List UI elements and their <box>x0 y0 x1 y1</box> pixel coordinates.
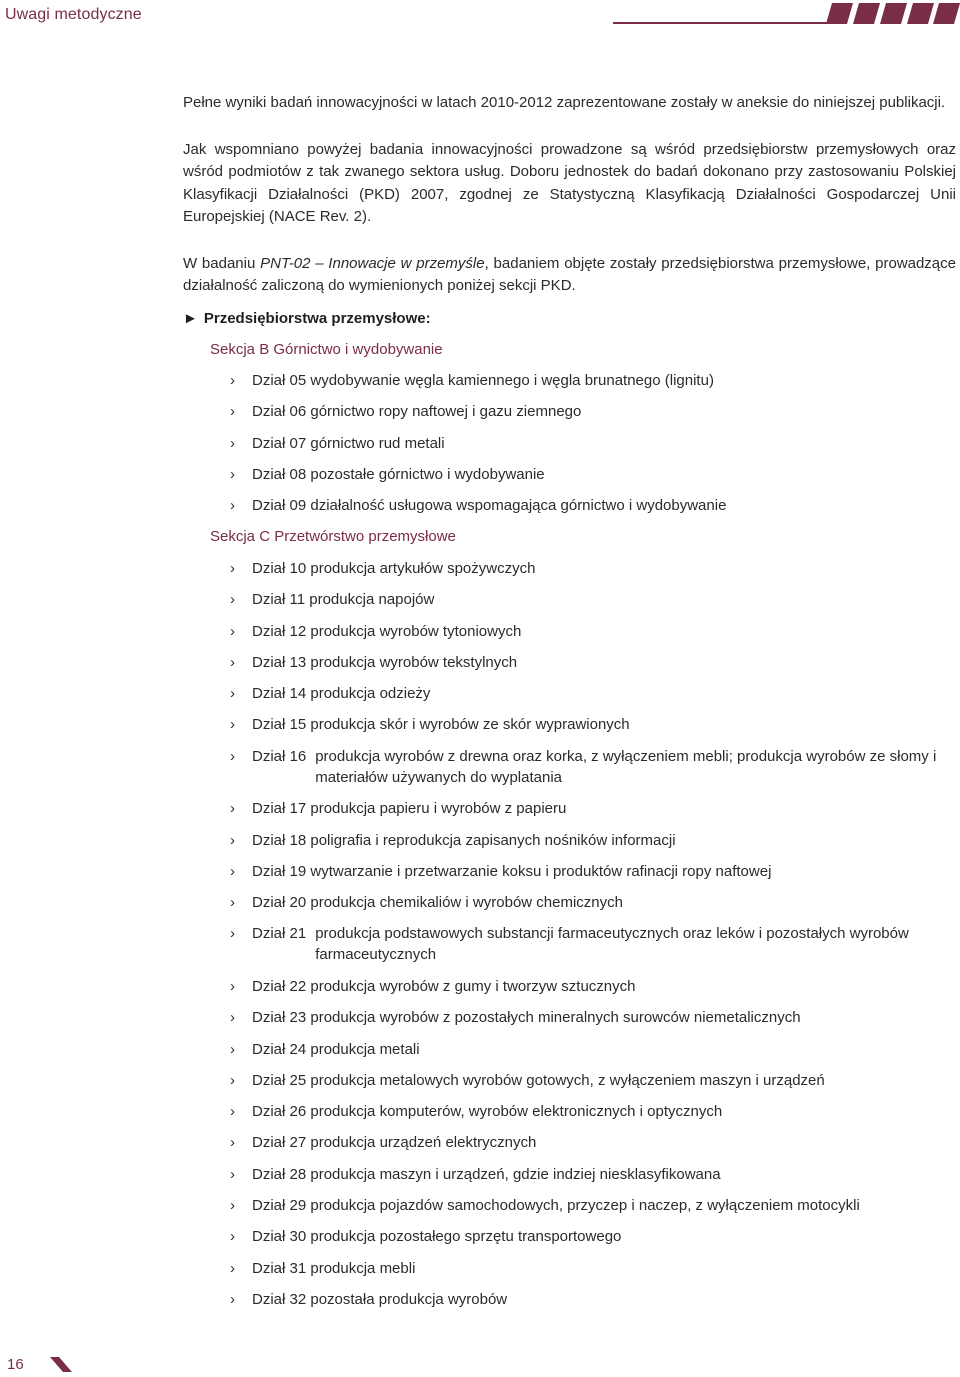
division-code: Dział 16 <box>252 747 307 765</box>
list-item: › Dział 30 produkcja pozostałego sprzętu transportowego <box>230 1226 956 1257</box>
list-item: › Dział 31 produkcja mebli <box>230 1258 956 1289</box>
list-item: › Dział 08 pozostałe górnictwo i wydobywanie <box>230 464 956 495</box>
list-item: › Dział 14 produkcja odzieży <box>230 683 956 714</box>
footer-slash-decoration <box>50 1357 72 1372</box>
page-number: 16 <box>7 1356 24 1373</box>
chevron-bullet-icon: › <box>230 559 235 577</box>
triangle-bullet-icon: ► <box>183 310 198 328</box>
list-heading <box>183 309 956 331</box>
section-c-list <box>183 558 956 1320</box>
list-item: › Dział 23 produkcja wyrobów z pozostałych mineralnych surowców niemetalicznych <box>230 1007 956 1038</box>
chevron-bullet-icon: › <box>230 403 235 421</box>
chevron-bullet-icon: › <box>230 653 235 671</box>
intro-paragraph-3 <box>183 253 956 298</box>
list-item: › Dział 19 wytwarzanie i przetwarzanie koksu i produktów rafinacji ropy naftowej <box>230 861 956 892</box>
intro-paragraph-2: Jak wspomniano powyżej badania innowacyjności prowadzone są wśród przedsiębiorstw przemysłowych oraz wśród podmiotów z tak zwanego sektora usług. Doboru jednostek do badań dokonano przy zastosowaniu Polskiej Klasyfikacji Działalności (PKD) 2007, zgodnej ze Statystyczną Klasyfikacją Działalności Gospodarczej Unii Europejskiej (NACE Rev. 2). <box>183 140 956 225</box>
list-item: › Dział 25 produkcja metalowych wyrobów gotowych, z wyłączeniem maszyn i urządzeń <box>230 1070 956 1101</box>
list-item: › Dział 28 produkcja maszyn i urządzeń, gdzie indziej niesklasyfikowana <box>230 1164 956 1195</box>
chevron-bullet-icon: › <box>230 894 235 912</box>
chevron-bullet-icon: › <box>230 747 235 765</box>
chevron-bullet-icon: › <box>230 591 235 609</box>
p3-survey-name: PNT-02 – Innowacje w przemyśle <box>260 254 485 272</box>
main-content <box>183 92 956 1320</box>
chevron-bullet-icon: › <box>230 685 235 703</box>
chevron-bullet-icon: › <box>230 1103 235 1121</box>
header-rule <box>613 22 831 24</box>
list-item <box>230 923 956 976</box>
chevron-bullet-icon: › <box>230 1290 235 1308</box>
list-heading-text: Przedsiębiorstwa przemysłowe: <box>203 310 431 328</box>
list-item: › Dział 22 produkcja wyrobów z gumy i tworzyw sztucznych <box>230 976 956 1007</box>
chevron-bullet-icon: › <box>230 862 235 880</box>
section-b-title: Sekcja B Górnictwo i wydobywanie <box>210 340 443 358</box>
chevron-bullet-icon: › <box>230 800 235 818</box>
list-item: › Dział 09 działalność usługowa wspomagająca górnictwo i wydobywanie <box>230 495 956 526</box>
chevron-bullet-icon: › <box>230 372 235 389</box>
chevron-bullet-icon: › <box>230 622 235 640</box>
chevron-bullet-icon: › <box>230 1071 235 1089</box>
section-c-title: Sekcja C Przetwórstwo przemysłowe <box>210 528 456 546</box>
list-item: › Dział 32 pozostała produkcja wyrobów <box>230 1289 956 1320</box>
section-b-list <box>183 370 956 526</box>
header-stripes-decoration <box>826 3 960 24</box>
list-item: › Dział 29 produkcja pojazdów samochodowych, przyczep i naczep, z wyłączeniem motocykli <box>230 1195 956 1226</box>
list-item: › Dział 11 produkcja napojów <box>230 589 956 620</box>
chevron-bullet-icon: › <box>230 1009 235 1027</box>
list-item <box>230 746 956 799</box>
p3-text-after: , badaniem objęte zostały przedsiębiorstwa przemysłowe, prowadzące działalność zaliczoną do wymienionych poniżej sekcji PKD. <box>183 254 956 294</box>
chevron-bullet-icon: › <box>230 1197 235 1215</box>
chevron-bullet-icon: › <box>230 831 235 849</box>
division-description: produkcja podstawowych substancji farmaceutycznych oraz leków i pozostałych wyrobów farmaceutycznych <box>315 925 909 964</box>
chevron-bullet-icon: › <box>230 925 235 943</box>
list-item: › Dział 07 górnictwo rud metali <box>230 433 956 464</box>
list-item: › Dział 06 górnictwo ropy naftowej i gazu ziemnego <box>230 401 956 432</box>
chevron-bullet-icon: › <box>230 497 235 515</box>
division-description: produkcja wyrobów z drewna oraz korka, z wyłączeniem mebli; produkcja wyrobów ze słomy i materiałów używanych do wyplatania <box>315 747 937 786</box>
list-item: › Dział 12 produkcja wyrobów tytoniowych <box>230 621 956 652</box>
chevron-bullet-icon: › <box>230 434 235 452</box>
list-item: › Dział 26 produkcja komputerów, wyrobów elektronicznych i optycznych <box>230 1101 956 1132</box>
chevron-bullet-icon: › <box>230 977 235 995</box>
division-code: Dział 21 <box>252 925 307 943</box>
list-item: › Dział 10 produkcja artykułów spożywczych <box>230 558 956 589</box>
chevron-bullet-icon: › <box>230 1134 235 1152</box>
list-item: › Dział 13 produkcja wyrobów tekstylnych <box>230 652 956 683</box>
list-item: › Dział 18 poligrafia i reprodukcja zapisanych nośników informacji <box>230 830 956 861</box>
intro-paragraph-1: Pełne wyniki badań innowacyjności w latach 2010-2012 zaprezentowane zostały w aneksie do niniejszej publikacji. <box>183 94 946 111</box>
chevron-bullet-icon: › <box>230 1259 235 1277</box>
list-item: › Dział 05 wydobywanie węgla kamiennego i węgla brunatnego (lignitu) <box>230 370 956 401</box>
list-item: › Dział 27 produkcja urządzeń elektrycznych <box>230 1132 956 1163</box>
chevron-bullet-icon: › <box>230 1228 235 1246</box>
list-item: › Dział 15 produkcja skór i wyrobów ze skór wyprawionych <box>230 714 956 745</box>
chevron-bullet-icon: › <box>230 716 235 734</box>
list-item: › Dział 17 produkcja papieru i wyrobów z papieru <box>230 798 956 829</box>
chevron-bullet-icon: › <box>230 1040 235 1058</box>
p3-text-before: W badaniu <box>183 254 261 272</box>
chevron-bullet-icon: › <box>230 465 235 483</box>
list-item: › Dział 20 produkcja chemikaliów i wyrobów chemicznych <box>230 892 956 923</box>
page-header-title: Uwagi metodyczne <box>5 6 142 23</box>
list-item: › Dział 24 produkcja metali <box>230 1039 956 1070</box>
chevron-bullet-icon: › <box>230 1165 235 1183</box>
